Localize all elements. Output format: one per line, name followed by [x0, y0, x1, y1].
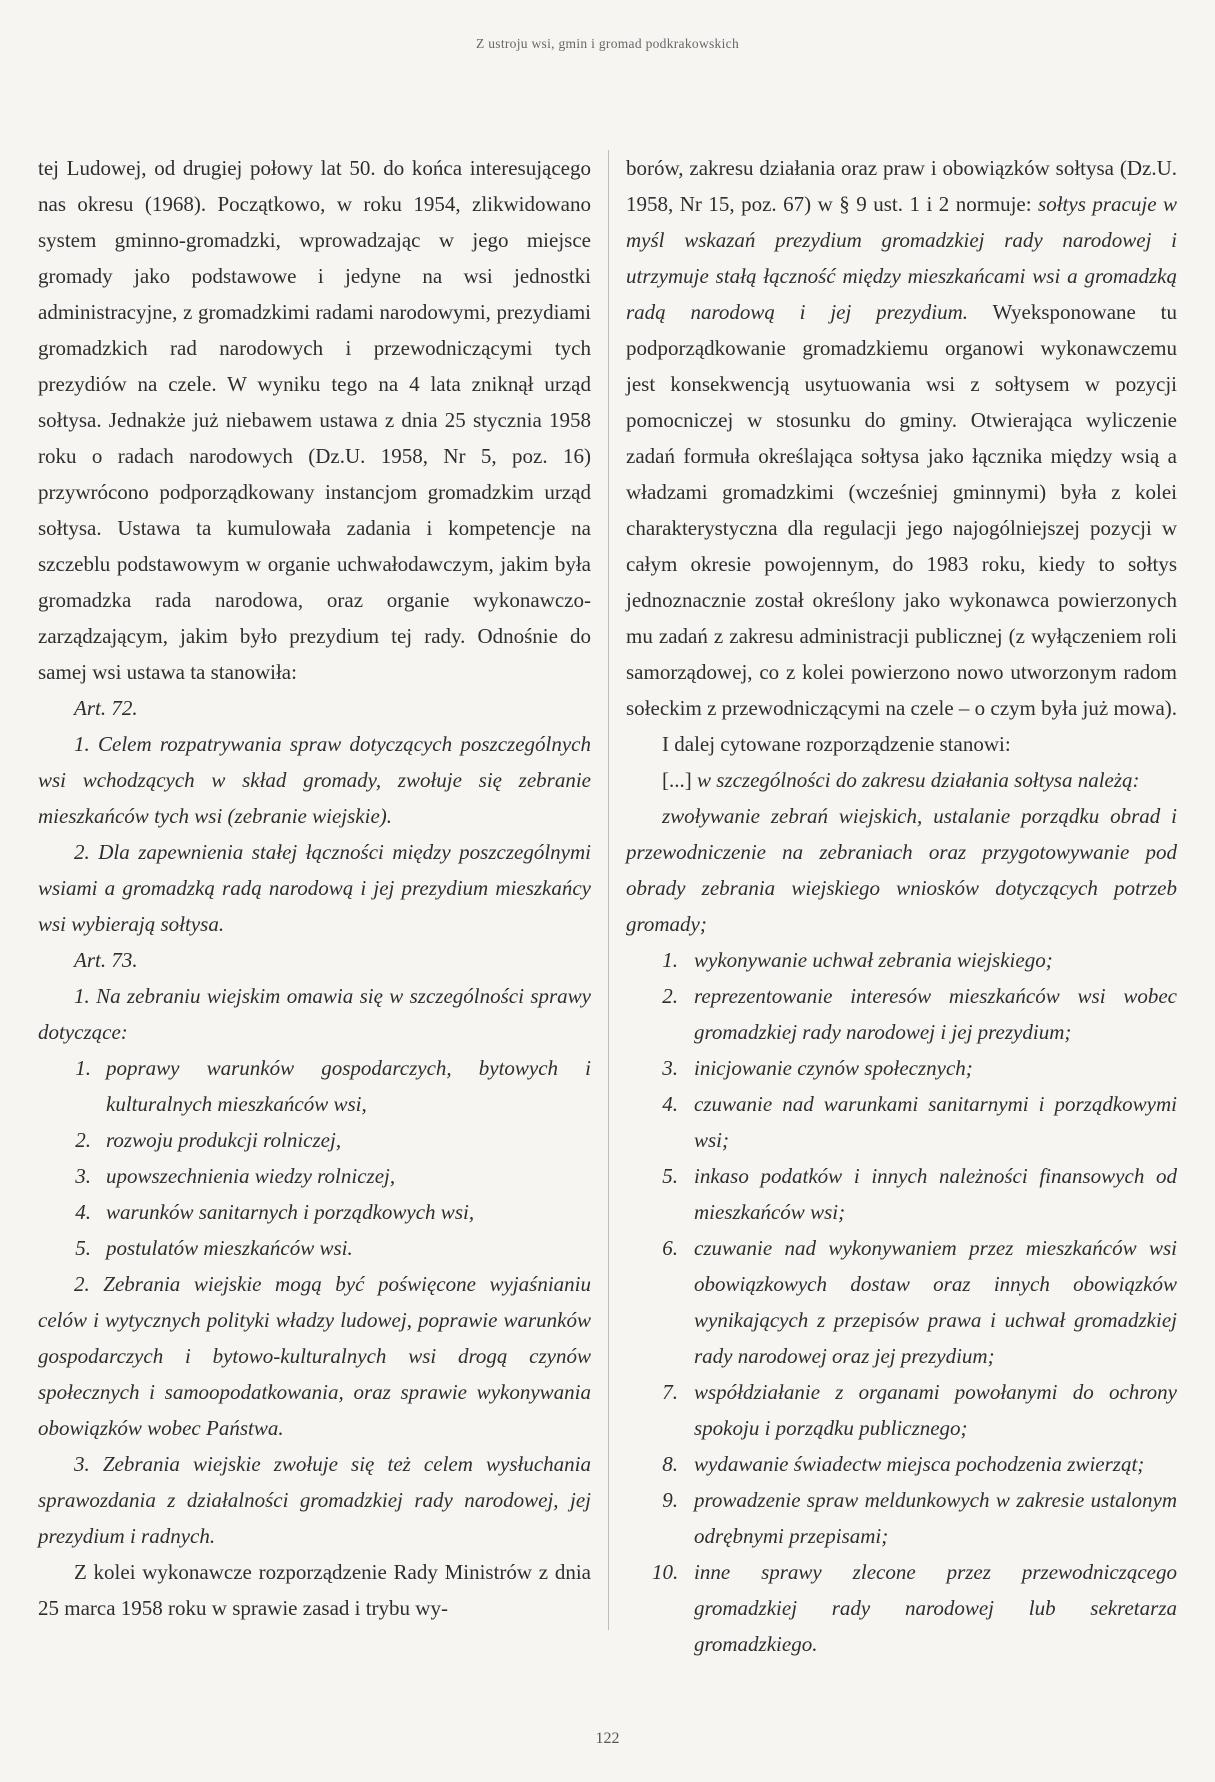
text-run: Wyeksponowane tu podporządkowanie gromadzkiemu organowi wykonawczemu jest konsekwencją usytuowania wsi z sołtysem w pozycji pomocniczej w stosunku do gminy. Otwierająca wyliczenie zadań formuła określająca sołtysa jako łącznika między wsią a władzami gromadzkimi (wcześniej gminnymi) była z kolei charakterystyczna dla regulacji jego najogólniejszej pozycji w całym okresie powojennym, do 1983 roku, kiedy to sołtys jednoznacznie został określony jako wykonawca powierzonych mu zadań z zakresu administracji publicznej (z wyłączeniem roli samorządowej, co z kolei powierzono nowo utworzonym radom sołeckim z przewodniczącymi na czele – o czym była już mowa). — [626, 300, 1178, 720]
list-text: inkaso podatków i innych należności finansowych od mieszkańców wsi; — [694, 1164, 1177, 1224]
list-number: 4. — [75, 1200, 91, 1224]
paragraph: tej Ludowej, od drugiej połowy lat 50. do końca interesującego nas okresu (1968). Początkowo, w roku 1954, zlikwidowano system gminno-gromadzki, wprowadzając w jego miejsce gromady jako podstawowe i jedyne na wsi jednostki administracyjne, z gromadzkimi radami narodowymi, prezydiami gromadzkich rad narodowych i przewodniczącymi tych prezydiów na czele. W wyniku tego na 4 lata zniknął urząd sołtysa. Jednakże już niebawem ustawa z dnia 25 stycznia 1958 roku o radach narodowych (Dz.U. 1958, Nr 5, poz. 16) przywrócono podporządkowany instancjom gromadzkim urząd sołtysa. Ustawa ta kumulowała zadania i kompetencje na szczeblu podstawowym w organie uchwałodawczym, jakim była gromadzka rada narodowa, oraz organie wykonawczo-zarządzającym, jakim było prezydium tej rady. Odnośnie do samej wsi ustawa ta stanowiła: — [38, 156, 591, 684]
article-clause: 1. Na zebraniu wiejskim omawia się w szczególności sprawy dotyczące: — [38, 984, 591, 1044]
list-number: 8. — [662, 1452, 678, 1476]
quote-run: w szczególności do zakresu działania sołtysa należą: — [697, 768, 1140, 792]
article-clause: 3. Zebrania wiejskie zwołuje się też celem wysłuchania sprawozdania z działalności gromadzkiej rady narodowej, jej prezydium i radnych. — [38, 1452, 591, 1548]
list-text: warunków sanitarnych i porządkowych wsi, — [106, 1200, 475, 1224]
list-text: upowszechnienia wiedzy rolniczej, — [106, 1164, 396, 1188]
list-item — [626, 1158, 1177, 1230]
page-number: 122 — [595, 1730, 620, 1747]
list-text: inicjowanie czynów społecznych; — [694, 1056, 973, 1080]
quote-run: sołtys pracuje w myśl wskazań prezydium gromadzkiej rady narodowej i utrzymuje stałą łączność między mieszkańcami wsi a gromadzką radą narodową i jej prezydium. — [626, 192, 1177, 324]
left-column — [38, 150, 591, 1626]
list-item — [38, 1122, 591, 1158]
list-item — [626, 978, 1177, 1050]
list-text: współdziałanie z organami powołanymi do ochrony spokoju i porządku publicznego; — [694, 1380, 1177, 1440]
list-item — [38, 1230, 591, 1266]
list-number: 3. — [662, 1056, 678, 1080]
list-item — [626, 1554, 1177, 1662]
article-clause: 1. Celem rozpatrywania spraw dotyczących poszczególnych wsi wchodzących w skład gromady, zwołuje się zebranie mieszkańców tych wsi (zebranie wiejskie). — [38, 732, 591, 828]
list-text: rozwoju produkcji rolniczej, — [106, 1128, 342, 1152]
list-number: 9. — [662, 1488, 678, 1512]
list-item — [626, 1050, 1177, 1086]
quote-intro — [626, 762, 1177, 798]
paragraph: I dalej cytowane rozporządzenie stanowi: — [662, 732, 1011, 756]
list-number: 6. — [662, 1236, 678, 1260]
list-number: 2. — [75, 1128, 91, 1152]
list-item — [38, 1050, 591, 1122]
ellipsis: [...] — [662, 768, 697, 792]
list-number: 2. — [662, 984, 678, 1008]
list-text: prowadzenie spraw meldunkowych w zakresie ustalonym odrębnymi przepisami; — [694, 1488, 1177, 1548]
list-number: 4. — [662, 1092, 678, 1116]
list-item — [626, 1374, 1177, 1446]
list-item — [626, 942, 1177, 978]
list-item — [626, 1086, 1177, 1158]
list-number: 5. — [75, 1236, 91, 1260]
list-text: czuwanie nad warunkami sanitarnymi i porządkowymi wsi; — [694, 1092, 1177, 1152]
list-number: 3. — [75, 1164, 91, 1188]
list-item — [38, 1194, 591, 1230]
paragraph — [626, 150, 1177, 726]
column-divider — [608, 150, 609, 1630]
article-heading: Art. 73. — [74, 948, 138, 972]
list-text: wydawanie świadectw miejsca pochodzenia zwierząt; — [694, 1452, 1145, 1476]
list-item — [38, 1158, 591, 1194]
article-clause: 2. Zebrania wiejskie mogą być poświęcone wyjaśnianiu celów i wytycznych polityki władzy ludowej, poprawie warunków gospodarczych i bytowo-kulturalnych wsi drogą czynów społecznych i samoopodatkowania, oraz sprawie wykonywania obowiązków wobec Państwa. — [38, 1272, 591, 1440]
list-number: 5. — [662, 1164, 678, 1188]
article-clause: 2. Dla zapewnienia stałej łączności między poszczególnymi wsiami a gromadzką radą narodową i jej prezydium mieszkańcy wsi wybierają sołtysa. — [38, 840, 591, 936]
list-text: reprezentowanie interesów mieszkańców wsi wobec gromadzkiej rady narodowej i jej prezydium; — [694, 984, 1177, 1044]
text-run: borów, zakresu działania oraz praw i obowiązków sołtysa (Dz.U. 1958, Nr 15, poz. 67) w § 9 ust. 1 i 2 normuje: — [626, 156, 1177, 216]
list-item — [626, 1230, 1177, 1374]
list-number: 1. — [662, 948, 678, 972]
list-text: czuwanie nad wykonywaniem przez mieszkańców wsi obowiązkowych dostaw oraz innych obowiązków wynikających z przepisów prawa i uchwał gromadzkiej rady narodowej oraz jej prezydium; — [694, 1236, 1177, 1368]
list-number: 1. — [75, 1056, 91, 1080]
list-number: 10. — [652, 1560, 679, 1584]
paragraph: Z kolei wykonawcze rozporządzenie Rady Ministrów z dnia 25 marca 1958 roku w sprawie zasad i trybu wy- — [38, 1560, 591, 1620]
right-column — [626, 150, 1177, 1662]
list-text: postulatów mieszkańców wsi. — [106, 1236, 353, 1260]
list-number: 7. — [662, 1380, 678, 1404]
list-item — [626, 1482, 1177, 1554]
article-heading: Art. 72. — [74, 696, 138, 720]
quote-clause: zwoływanie zebrań wiejskich, ustalanie porządku obrad i przewodniczenie na zebraniach oraz przygotowywanie pod obrady zebrania wiejskiego wniosków dotyczących potrzeb gromady; — [626, 804, 1177, 936]
list-item — [626, 1446, 1177, 1482]
list-text: poprawy warunków gospodarczych, bytowych i kulturalnych mieszkańców wsi, — [106, 1056, 591, 1116]
list-text: inne sprawy zlecone przez przewodniczącego gromadzkiej rady narodowej lub sekretarza gromadzkiego. — [694, 1560, 1177, 1656]
running-header: Z ustroju wsi, gmin i gromad podkrakowskich — [476, 36, 739, 51]
list-text: wykonywanie uchwał zebrania wiejskiego; — [694, 948, 1053, 972]
